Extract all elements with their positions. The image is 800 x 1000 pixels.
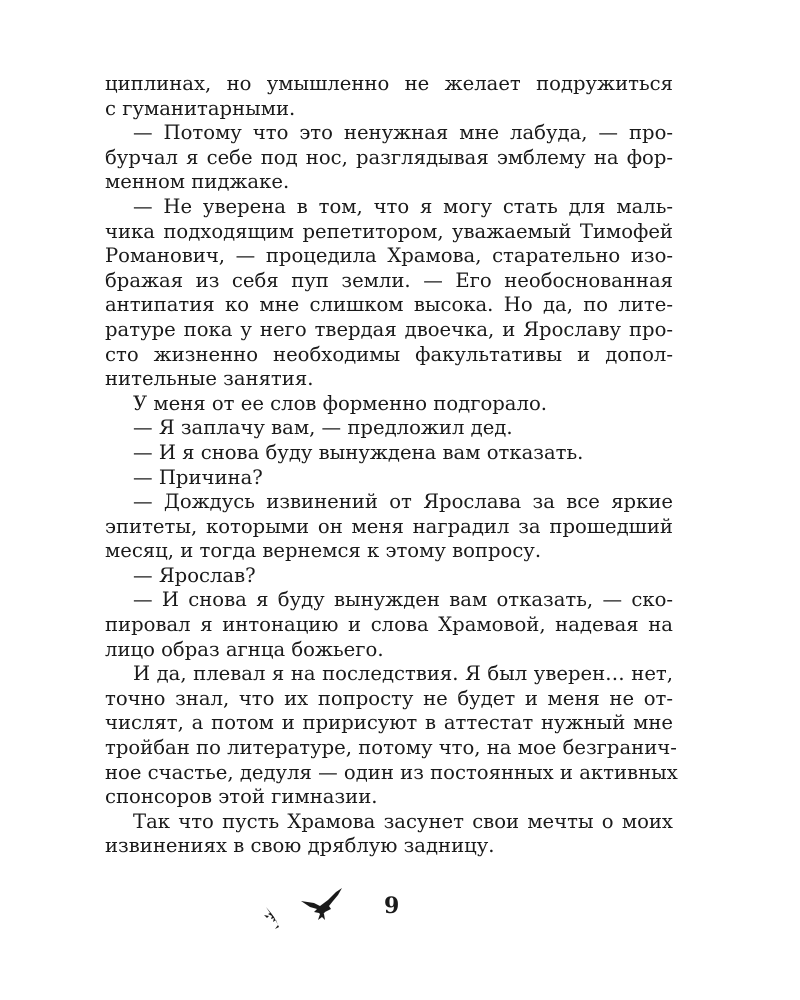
text-line: — Причина? xyxy=(133,465,263,489)
text-line: менном пиджаке. xyxy=(105,170,290,194)
page-body-text xyxy=(105,72,678,859)
text-line: — Дождусь извинений от Ярослава за все яркие xyxy=(133,490,673,514)
text-line: бурчал я себе под нос, разглядывая эмблему на фор- xyxy=(105,145,673,169)
text-line: бражая из себя пуп земли. — Его необоснованная xyxy=(105,268,673,292)
text-line: спонсоров этой гимназии. xyxy=(105,785,378,809)
text-line: циплинах, но умышленно не желает подружиться xyxy=(105,72,673,95)
text-line: И да, плевал я на последствия. Я был уверен… нет, xyxy=(133,662,673,686)
text-line: пировал я интонацию и слова Храмовой, надевая на xyxy=(105,613,673,637)
text-line: ратуре пока у него твердая двоечка, и Ярославу про- xyxy=(105,317,673,341)
text-line: — Ярослав? xyxy=(133,563,256,587)
text-line: месяц, и тогда вернемся к этому вопросу. xyxy=(105,539,542,563)
eagle-icon xyxy=(300,887,344,925)
text-line: У меня от ее слов форменно подгорало. xyxy=(133,391,547,415)
text-line: сто жизненно необходимы факультативы и допол- xyxy=(105,342,673,366)
text-line: ное счастье, дедуля — один из постоянных и активных xyxy=(105,760,678,784)
text-line: — И я снова буду вынуждена вам отказать. xyxy=(133,440,584,464)
text-line: тройбан по литературе, потому что, на мое безгранич- xyxy=(105,736,677,760)
text-line: — Потому что это ненужная мне лабуда, — про- xyxy=(133,121,673,145)
text-line: — Не уверена в том, что я могу стать для маль- xyxy=(133,194,673,218)
small-bird-icon xyxy=(262,905,284,935)
text-line: Так что пусть Храмова засунет свои мечты о моих xyxy=(133,809,673,833)
text-line: с гуманитарными. xyxy=(105,96,296,120)
text-line: — И снова я буду вынужден вам отказать, — ско- xyxy=(133,588,673,612)
text-line: точно знал, что их попросту не будет и меня не от- xyxy=(105,686,673,710)
text-line: — Я заплачу вам, — предложил дед. xyxy=(133,416,513,440)
page-footer xyxy=(0,885,800,945)
text-line: нительные занятия. xyxy=(105,367,314,391)
text-line: чика подходящим репетитором, уважаемый Тимофей xyxy=(105,219,673,243)
text-line: Романович, — процедила Храмова, старательно изо- xyxy=(105,244,673,268)
text-line: эпитеты, которыми он меня наградил за прошедший xyxy=(105,514,673,538)
text-line: антипатия ко мне слишком высока. Но да, по лите- xyxy=(105,293,673,317)
page-number: 9 xyxy=(384,893,400,919)
text-line: извинениях в свою дряблую задницу. xyxy=(105,834,495,858)
text-line: лицо образ агнца божьего. xyxy=(105,637,384,661)
text-line: числят, а потом и пририсуют в аттестат нужный мне xyxy=(105,711,673,735)
